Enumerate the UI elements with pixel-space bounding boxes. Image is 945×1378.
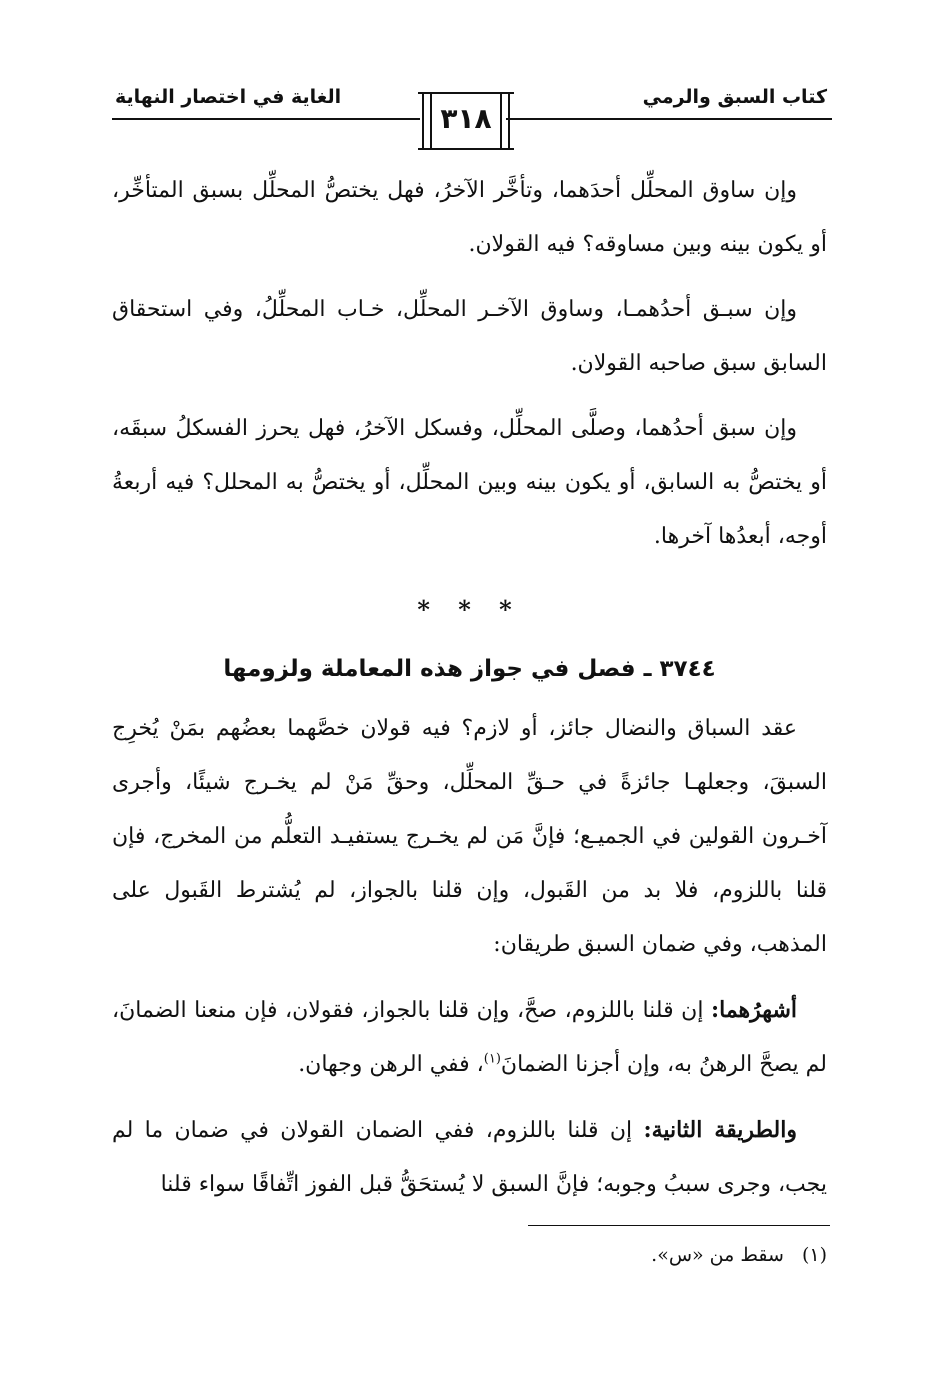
footnote-reference[interactable]: (١) — [483, 1051, 501, 1067]
paragraph-text: ، ففي الرهن وجهان. — [298, 1052, 484, 1077]
footnote-text: سقط من «س». — [651, 1244, 784, 1266]
footnote-number: (١) — [801, 1244, 827, 1266]
paragraph-second-way — [112, 1103, 827, 1212]
paragraph: عقد السباق والنضال جائز، أو لازم؟ فيه قولان خصَّهما بعضُهم بمَنْ يُخرِج السبقَ، وجعلهـا جائزةً في حـقِّ المحلِّل، وحقِّ مَنْ لم يخـرج شيئًا، وأجرى آخـرون القولين في الجميـع؛ فإنَّ مَن لم يخـرج يستفيـد التعلُّم من المخرج، فإن قلنا باللزوم، فلا بد من القَبول، وإن قلنا بالجواز، لم يُشترط القَبول على المذهب، وفي ضمان السبق طريقان: — [112, 716, 827, 957]
term-label: أشهرُهما: — [711, 997, 797, 1023]
paragraph-text: إن قلنا باللزوم، صحَّ، وإن قلنا بالجواز، فقولان، فإن منعنا الضمانَ، لم يصحَّ الرهنُ به، وإن أجزنا الضمانَ — [112, 998, 827, 1077]
main-text — [112, 164, 827, 1223]
paragraph-text: إن قلنا باللزوم، ففي الضمان القولان في ضمان ما لم يجب، وجرى سببُ وجوبه؛ فإنَّ السبق لا يُستحَقُّ قبل الفوز اتِّفاقًا سواء قلنا — [112, 1118, 827, 1197]
paragraph: وإن سبـق أحدُهمـا، وساوق الآخـر المحلِّل، خـاب المحلِّلُ، وفي استحقاق السابق سبق صاحبه القولان. — [112, 297, 827, 376]
term-label: والطريقة الثانية: — [643, 1117, 797, 1143]
page-number: ٣١٨ — [440, 102, 492, 135]
footnote-rule — [528, 1225, 830, 1226]
running-header-title: الغاية في اختصار النهاية — [115, 86, 342, 108]
section-separator: * * * — [417, 595, 522, 624]
header-rule-left — [112, 118, 420, 120]
header-rule-right — [506, 118, 832, 120]
footnote — [651, 1244, 827, 1266]
paragraph-first-way — [112, 983, 827, 1092]
section-heading: ٣٧٤٤ ـ فصل في جواز هذه المعاملة ولزومها — [223, 656, 716, 682]
paragraph: وإن سبق أحدُهما، وصلَّى المحلِّل، وفسكل الآخرُ، فهل يحرز الفسكلُ سبقَه، أو يختصُّ به السابق، أو يكون بينه وبين المحلِّل، أو يختصُّ به المحلل؟ فيه أربعةُ أوجه، أبعدُها آخرها. — [112, 416, 827, 549]
page-number-frame — [418, 92, 514, 150]
running-header-section: كتاب السبق والرمي — [642, 86, 827, 108]
paragraph: وإن ساوق المحلِّل أحدَهما، وتأخَّر الآخرُ، فهل يختصُّ المحلِّل بسبق المتأخِّر، أو يكون بينه وبين مساوقه؟ فيه القولان. — [112, 178, 827, 257]
